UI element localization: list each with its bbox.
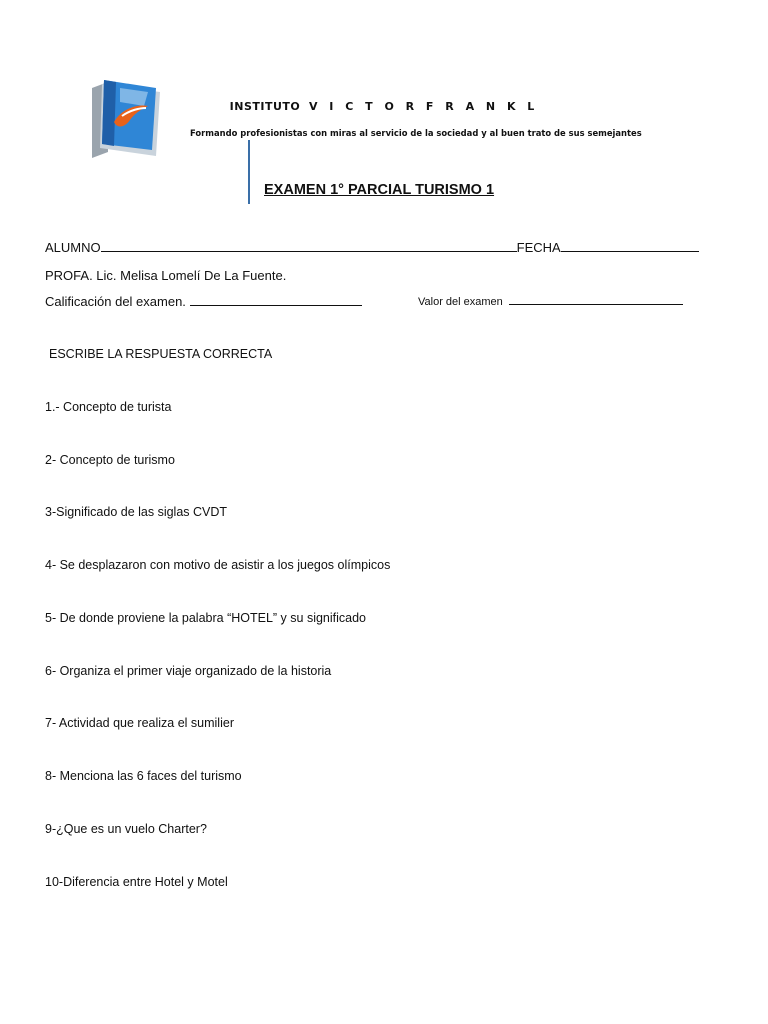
date-field[interactable] bbox=[561, 251, 699, 252]
institute-prefix: INSTITUTO bbox=[229, 100, 301, 113]
vertical-divider bbox=[248, 140, 250, 204]
instructions: ESCRIBE LA RESPUESTA CORRECTA bbox=[49, 347, 273, 361]
question-1: 1.- Concepto de turista bbox=[45, 400, 172, 414]
student-row bbox=[45, 240, 699, 255]
question-2: 2- Concepto de turismo bbox=[45, 453, 175, 467]
institute-name bbox=[0, 100, 768, 113]
grade-label: Calificación del examen. bbox=[45, 294, 186, 309]
student-name-field[interactable] bbox=[101, 251, 517, 252]
exam-value-field[interactable] bbox=[509, 304, 683, 305]
question-6: 6- Organiza el primer viaje organizado de la historia bbox=[45, 664, 332, 678]
date-label: FECHA bbox=[516, 240, 561, 255]
exam-value-label: Valor del examen bbox=[418, 296, 503, 308]
grade-field[interactable] bbox=[190, 305, 362, 306]
question-8: 8- Menciona las 6 faces del turismo bbox=[45, 769, 242, 783]
question-3: 3-Significado de las siglas CVDT bbox=[45, 505, 228, 519]
question-5: 5- De donde proviene la palabra “HOTEL” y su significado bbox=[45, 611, 367, 625]
institute-logo bbox=[86, 76, 166, 162]
exam-title: EXAMEN 1° PARCIAL TURISMO 1 bbox=[264, 182, 495, 198]
student-label: ALUMNO bbox=[45, 240, 101, 255]
question-9: 9-¿Que es un vuelo Charter? bbox=[45, 822, 207, 836]
institute-name-spaced: V I C T O R F R A N K L bbox=[308, 100, 539, 113]
exam-value-row bbox=[418, 296, 683, 308]
question-4: 4- Se desplazaron con motivo de asistir a los juegos olímpicos bbox=[45, 558, 391, 572]
question-7: 7- Actividad que realiza el sumilier bbox=[45, 716, 234, 730]
institute-motto: Formando profesionistas con miras al servicio de la sociedad y al buen trato de sus semejantes bbox=[190, 128, 642, 138]
teacher-name: PROFA. Lic. Melisa Lomelí De La Fuente. bbox=[45, 268, 287, 283]
question-10: 10-Diferencia entre Hotel y Motel bbox=[45, 875, 228, 889]
grade-row bbox=[45, 294, 362, 309]
